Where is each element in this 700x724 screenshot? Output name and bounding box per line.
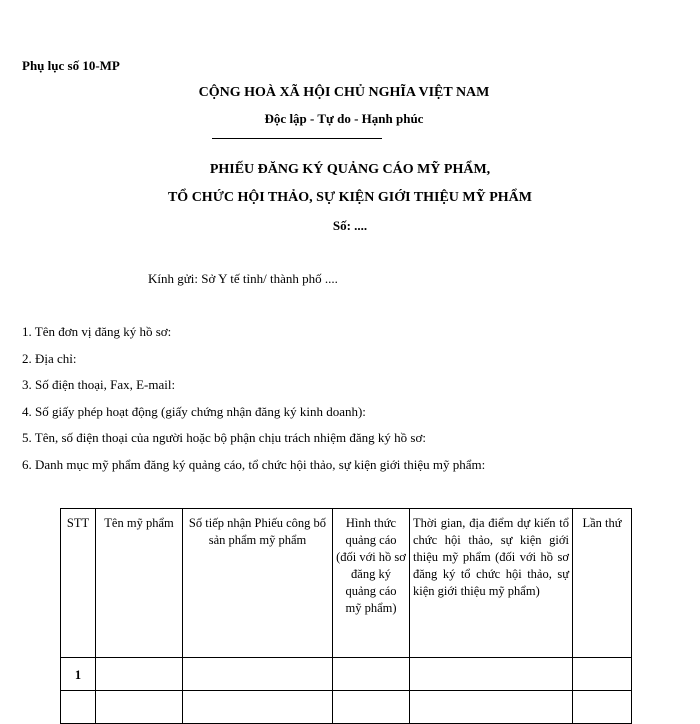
row-times [573,658,632,691]
field-responsible-person: 5. Tên, số điện thoại của người hoặc bộ phận chịu trách nhiệm đăng ký hồ sơ: [22,430,426,445]
form-title-line-1: PHIẾU ĐĂNG KÝ QUẢNG CÁO MỸ PHẨM, [209,162,491,177]
header-ad-form: Hình thức quảng cáo (đối với hồ sơ đăng ký quảng cáo mỹ phẩm) [333,509,410,658]
row-time-place [410,691,573,724]
field-product-list: 6. Danh mục mỹ phẩm đăng ký quảng cáo, tổ chức hội thảo, sự kiện giới thiệu mỹ phẩm: [22,457,486,472]
row-stt [61,691,96,724]
field-contact: 3. Số điện thoại, Fax, E-mail: [22,377,176,392]
row-ad-form [333,658,410,691]
form-title-line-2: TỔ CHỨC HỘI THẢO, SỰ KIỆN GIỚI THIỆU MỸ PHẨM [167,190,533,205]
appendix-label: Phụ lục số 10-MP [22,58,120,73]
field-applicant-name: 1. Tên đơn vị đăng ký hồ sơ: [22,324,172,339]
form-number: Số: .... [332,218,368,233]
row-product-name [96,658,183,691]
table-row [61,658,632,691]
motto-underline [212,138,382,139]
national-heading: CỘNG HOÀ XÃ HỘI CHỦ NGHĨA VIỆT NAM [198,85,490,100]
field-license-number: 4. Số giấy phép hoạt động (giấy chứng nhận đăng ký kinh doanh): [22,404,366,419]
header-product-name: Tên mỹ phẩm [96,509,183,658]
row-receipt-number [183,691,333,724]
table-header-row [61,509,632,658]
product-registration-table [60,508,632,724]
row-time-place [410,658,573,691]
national-motto: Độc lập - Tự do - Hạnh phúc [264,111,424,126]
row-stt: 1 [61,658,96,691]
field-address: 2. Địa chỉ: [22,351,77,366]
row-receipt-number [183,658,333,691]
header-stt: STT [61,509,96,658]
addressee-line: Kính gửi: Sở Y tế tỉnh/ thành phố .... [148,271,338,286]
table-row [61,691,632,724]
row-product-name [96,691,183,724]
header-times: Lần thứ [573,509,632,658]
header-receipt-number: Số tiếp nhận Phiếu công bố sản phẩm mỹ phẩm [183,509,333,658]
row-ad-form [333,691,410,724]
header-time-place: Thời gian, địa điểm dự kiến tổ chức hội thảo, sự kiện giới thiệu mỹ phẩm (đối với hồ sơ đăng ký tổ chức hội thảo, sự kiện giới thiệu mỹ phẩm) [410,509,573,658]
row-times [573,691,632,724]
